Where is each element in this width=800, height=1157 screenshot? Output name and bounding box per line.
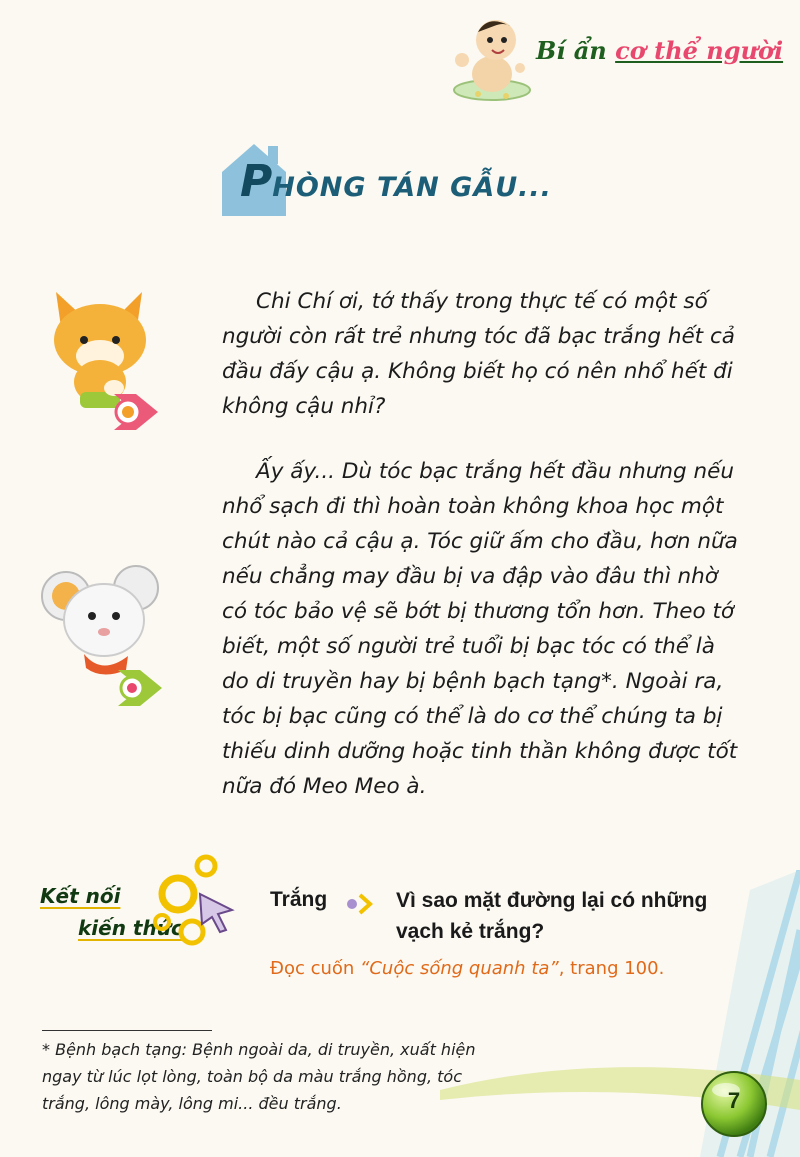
cursor-circles-icon (148, 852, 244, 956)
dialogue-paragraph-mouse: Ấy ấy... Dù tóc bạc trắng hết đầu nhưng nếu nhổ sạch đi thì hoàn toàn không khoa học một chút nào cả cậu ạ. Tóc giữ ấm cho đầu, hơn nữa nếu chẳng may đầu bị va đập vào đâu thì nhờ có tóc bảo vệ sẽ bớt bị thương tổn hơn. Theo tớ biết, một số người trẻ tuổi bị bạc tóc có thể là do di truyền hay bị bệnh bạch tạng*. Ngoài ra, tóc bị bạc cũng có thể là do cơ thể chúng ta bị thiếu dinh dưỡng hoặc tinh thần không được tốt nữa đó Meo Meo à. (222, 459, 738, 799)
green-arrow-icon (110, 666, 170, 710)
connect-knowledge-logo: Kết nối kiến thức (40, 884, 183, 940)
pink-arrow-icon (106, 390, 168, 434)
section-heading: PHÒNG TÁN GẪU... (240, 156, 552, 207)
dialogue-paragraph-cat: Chi Chí ơi, tớ thấy trong thực tế có một số người còn rất trẻ nhưng tóc đã bạc trắng hết cả đầu đấy cậu ạ. Không biết họ có nên nhổ hết đi không cậu nhỉ? (222, 289, 735, 419)
book-reference: Đọc cuốn “Cuộc sống quanh ta”, trang 100. (270, 958, 665, 979)
page-number: 7 (727, 1088, 741, 1113)
footnote-divider (42, 1030, 212, 1031)
series-title: Bí ẩn cơ thể người (536, 36, 784, 65)
white-mouse-icon (36, 560, 166, 680)
purple-arrow-icon (340, 892, 380, 916)
related-question: Vì sao mặt đường lại có những vạch kẻ trắng? (396, 889, 708, 943)
related-keyword: Trắng (270, 888, 328, 911)
footnote: * Bệnh bạch tạng: Bệnh ngoài da, di truyền, xuất hiện ngay từ lúc lọt lòng, toàn bộ da màu trắng hồng, tóc trắng, lông mày, lông mi... đều trắng. (42, 1040, 476, 1113)
baby-mascot-icon (448, 12, 532, 104)
